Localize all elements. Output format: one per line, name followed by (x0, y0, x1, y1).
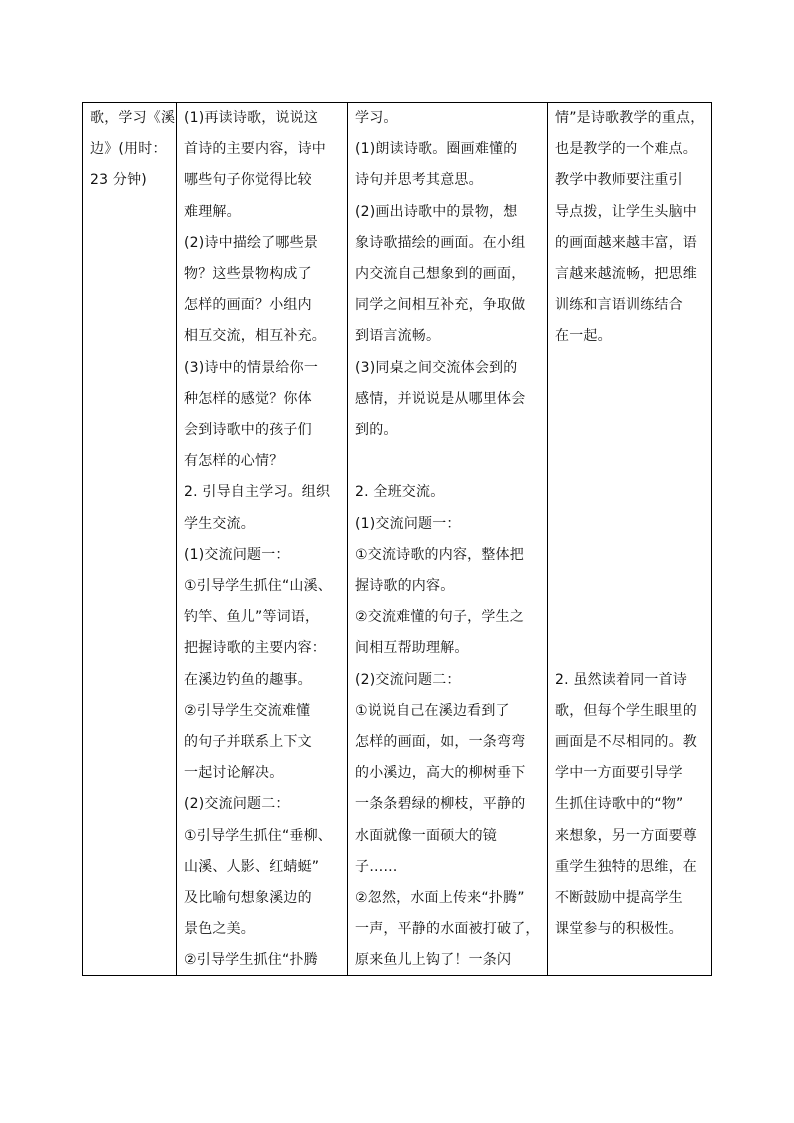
text-line: 学中一方面要引导学 (555, 765, 683, 782)
text-line: 在溪边钓鱼的趣事。 (184, 671, 312, 688)
text-line: ②引导学生交流难懂 (184, 702, 311, 719)
text-line: 生抓住诗歌中的“物” (555, 796, 684, 813)
text-line: 钓竿、鱼儿”等词语， (184, 609, 320, 626)
text-line: 子…… (355, 858, 398, 875)
text-line: (3)同桌之间交流体会到的 (355, 359, 518, 376)
text-line: 不断鼓励中提高学生 (555, 890, 683, 906)
text-line: 歌，学习《溪 (90, 110, 176, 126)
text-line: 一起讨论解决。 (184, 765, 284, 782)
text-line: 学习。 (355, 110, 398, 126)
text-line: 2. 虽然读着同一首诗 (555, 671, 688, 688)
text-line: 情”是诗歌教学的重点， (555, 110, 705, 126)
text-line: 导点拨，让学生头脑中 (555, 203, 697, 220)
text-line: 课堂参与的积极性。 (555, 921, 683, 938)
text-line: (3)诗中的情景给你一 (184, 359, 319, 376)
text-line: 言越来越流畅，把思维 (555, 266, 697, 282)
text-line: 的句子并联系上下文 (184, 734, 312, 750)
text-line: 也是教学的一个难点。 (555, 141, 697, 158)
text-line: 教学中教师要注重引 (555, 172, 683, 189)
student-activity-column (348, 103, 548, 975)
text-line: 相互交流，相互补充。 (184, 328, 326, 345)
text-line: 歌，但每个学生眼里的 (555, 702, 697, 719)
text-line: 哪些句子你觉得比较 (184, 172, 312, 189)
text-line: 内交流自己想象到的画面， (355, 266, 526, 282)
text-line: ②引导学生抓住“扑腾 (184, 952, 318, 969)
text-line: 及比喻句想象溪边的 (184, 890, 312, 906)
text-line: 到的。 (355, 422, 398, 438)
text-line: ②交流难懂的句子，学生之 (355, 609, 524, 626)
text-line: 在一起。 (555, 328, 612, 345)
text-line: ①交流诗歌的内容，整体把 (355, 546, 524, 563)
text-line: 画面是不尽相同的。教 (555, 734, 697, 750)
text-line: (2)交流问题二： (184, 796, 290, 813)
text-line: ①引导学生抓住“山溪、 (184, 578, 333, 594)
text-line: 诗句并思考其意思。 (355, 172, 483, 189)
text-line: 原来鱼儿上钩了！一条闪 (355, 952, 512, 969)
text-line: 一条条碧绿的柳枝，平静的 (355, 796, 526, 813)
text-line: (2)交流问题二： (355, 671, 461, 688)
text-line: 象诗歌描绘的画面。在小组 (355, 234, 526, 251)
text-line: 感情，并说说是从哪里体会 (355, 390, 526, 407)
text-line: 握诗歌的内容。 (355, 578, 455, 594)
text-line: 一声，平静的水面被打破了， (355, 921, 540, 938)
text-line: ①引导学生抓住“垂柳、 (184, 827, 333, 844)
text-line: 2. 全班交流。 (355, 484, 445, 501)
text-line: 种怎样的感觉？你体 (184, 390, 312, 407)
text-line: 把握诗歌的主要内容： (184, 640, 326, 657)
text-line: 边》(用时： (90, 141, 167, 158)
text-line: (1)朗读诗歌。圈画难懂的 (355, 141, 518, 158)
lesson-plan-table (82, 102, 712, 976)
text-line: 会到诗歌中的孩子们 (184, 422, 312, 438)
text-line: 首诗的主要内容，诗中 (184, 141, 326, 158)
text-line: 有怎样的心情？ (184, 453, 284, 470)
text-line: 的小溪边，高大的柳树垂下 (355, 765, 526, 782)
text-line: (1)交流问题一： (184, 546, 290, 563)
text-line: 山溪、人影、红蜻蜓” (184, 858, 320, 875)
text-line: 水面就像一面硕大的镜 (355, 827, 497, 844)
text-line: 学生交流。 (184, 515, 255, 532)
text-line: 间相互帮助理解。 (355, 640, 469, 657)
stage-column (83, 103, 177, 975)
text-line: 难理解。 (184, 203, 241, 220)
text-line: 物？这些景物构成了 (184, 266, 312, 282)
text-line: (1)交流问题一： (355, 515, 461, 532)
text-line: 来想象，另一方面要尊 (555, 827, 697, 844)
text-line: 景色之美。 (184, 921, 255, 938)
text-line: 怎样的画面，如，一条弯弯 (355, 734, 526, 750)
teacher-activity-column (177, 103, 348, 975)
text-line: 到语言流畅。 (355, 328, 441, 345)
text-line: 23 分钟) (90, 172, 147, 189)
text-line: 2. 引导自主学习。组织 (184, 484, 331, 501)
text-line: ②忽然，水面上传来“扑腾” (355, 890, 525, 906)
text-line: (1)再读诗歌，说说这 (184, 110, 319, 126)
text-line: 重学生独特的思维，在 (555, 858, 697, 875)
text-line: ①说说自己在溪边看到了 (355, 702, 510, 719)
text-line: (2)诗中描绘了哪些景 (184, 234, 319, 251)
text-line: (2)画出诗歌中的景物，想 (355, 203, 518, 220)
text-line: 的画面越来越丰富，语 (555, 234, 697, 251)
design-intent-column (548, 103, 712, 975)
text-line: 训练和言语训练结合 (555, 297, 683, 314)
text-line: 同学之间相互补充，争取做 (355, 297, 526, 314)
text-line: 怎样的画面？小组内 (184, 297, 312, 314)
